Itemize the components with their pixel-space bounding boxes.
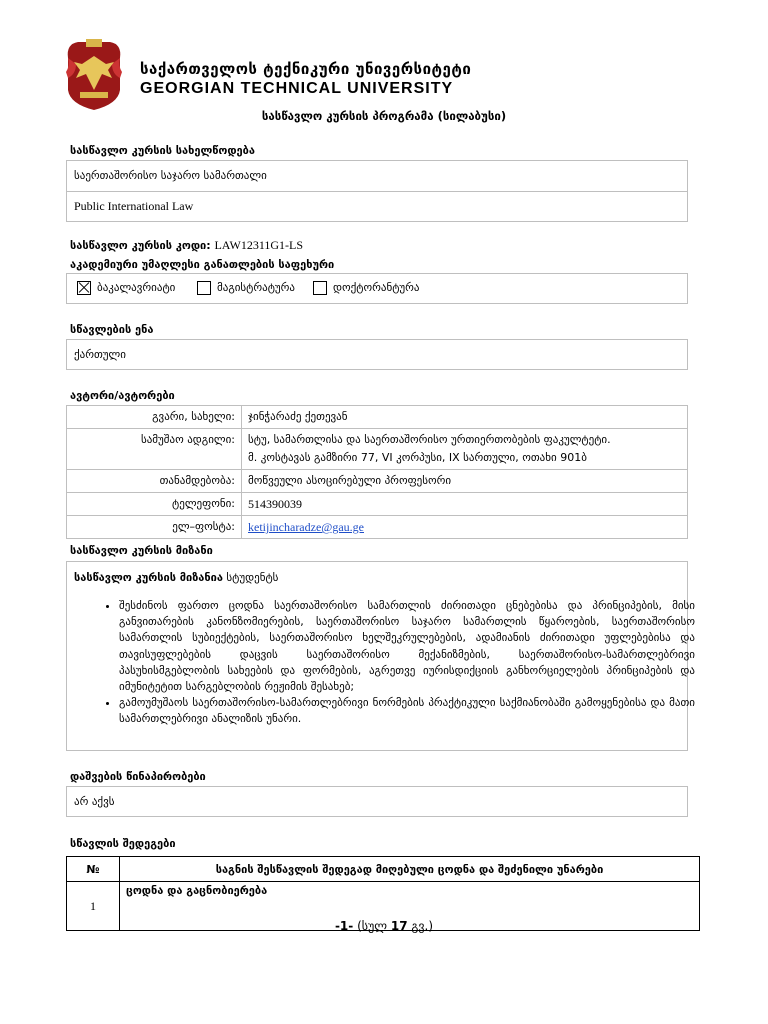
gtu-crest-eagle-icon bbox=[62, 38, 126, 112]
document-title: სასწავლო კურსის პროგრამა (სილაბუსი) bbox=[261, 109, 507, 123]
list-item: • გამოუმუშაოს საერთაშორისო-სამართლებრივი ნორმების პრაქტიკული საქმიანობაში გამოყენებისა და მათი სამართლებრივი ანალიზის უნარი. bbox=[119, 695, 695, 727]
table-header-row bbox=[67, 857, 700, 882]
prerequisites-box bbox=[66, 786, 688, 817]
author-key-name: გვარი, სახელი: bbox=[67, 406, 242, 429]
page-number: -1- bbox=[334, 919, 354, 933]
table-row bbox=[67, 406, 688, 429]
goal-heading: სასწავლო კურსის მიზანი bbox=[70, 544, 213, 557]
course-name-english: Public International Law bbox=[74, 199, 194, 213]
language-value: ქართული bbox=[74, 348, 126, 361]
author-workplace: სტუ, სამართლისა და საერთაშორისო ურთიერთობების ფაკულტეტი. მ. კოსტავას გამზირი 77, VI კორპუსი, IX სართული, ოთახი 901ბ bbox=[242, 429, 688, 470]
level-heading: აკადემიური უმაღლესი განათლების საფეხური bbox=[70, 258, 335, 271]
list-item: • შესძინოს ფართო ცოდნა საერთაშორისო სამართლის ძირითადი ცნებებისა და პრინციპების, მისი განვითარების კანონზომიერების, საერთაშორისო საჯარო სამართლის წყაროების, საერთაშორისო სამართლის სუბიექტების, საერთაშორისო ხელშეკრულებების, ადამიანის ძირითადი უფლებებისა და თავისუფლებების დაცვის საერთაშორისო მექანიზმების, საერთაშორისო-სამართლებრივი პასუხისმგებლობის სახეების და ფორმების, აგრეთვე იურისდიქციის განხორციელების პრინციპების და იმუნიტეტით სარგებლობის რეჟიმის შესახებ; bbox=[119, 598, 695, 695]
author-position: მოწვეული ასოცირებული პროფესორი bbox=[242, 470, 688, 493]
author-key-phone: ტელეფონი: bbox=[67, 493, 242, 516]
course-name-box bbox=[66, 160, 688, 222]
page-footer: -1- (სულ 17 გვ.) bbox=[334, 919, 434, 933]
level-option-doctorate[interactable]: დოქტორანტურა bbox=[313, 281, 420, 295]
author-key-email: ელ–ფოსტა: bbox=[67, 516, 242, 539]
authors-table bbox=[66, 405, 688, 539]
author-key-workplace: სამუშაო ადგილი: bbox=[67, 429, 242, 470]
col-description: საგნის შესწავლის შედეგად მიღებული ცოდნა და შეძენილი უნარები bbox=[120, 857, 700, 882]
author-name: ჯინჭარაძე ქეთევან bbox=[242, 406, 688, 429]
prerequisites-heading: დაშვების წინაპირობები bbox=[70, 770, 206, 783]
course-name-georgian: საერთაშორისო საჯარო სამართალი bbox=[74, 169, 267, 182]
checkbox-checked-icon[interactable] bbox=[77, 281, 91, 295]
divider bbox=[67, 191, 687, 192]
language-heading: სწავლების ენა bbox=[70, 323, 154, 336]
checkbox-icon[interactable] bbox=[197, 281, 211, 295]
author-key-position: თანამდებობა: bbox=[67, 470, 242, 493]
page-total: 17 bbox=[390, 919, 408, 933]
goal-lead: სასწავლო კურსის მიზანია სტუდენტს bbox=[74, 571, 279, 584]
course-code-label: სასწავლო კურსის კოდი: bbox=[70, 239, 215, 252]
goal-box bbox=[66, 561, 695, 751]
goal-list bbox=[101, 598, 695, 728]
level-option-master[interactable]: მაგისტრატურა bbox=[197, 281, 295, 295]
course-name-heading: სასწავლო კურსის სახელწოდება bbox=[70, 144, 255, 157]
table-row bbox=[67, 429, 688, 470]
authors-heading: ავტორი/ავტორები bbox=[70, 389, 175, 402]
language-box bbox=[66, 339, 688, 370]
outcome-text: ცოდნა და გაცნობიერება bbox=[120, 882, 700, 931]
level-box bbox=[66, 273, 688, 304]
author-email-link[interactable]: ketijincharadze@gau.ge bbox=[248, 520, 364, 534]
course-code bbox=[70, 238, 303, 253]
col-number: № bbox=[67, 857, 120, 882]
table-row bbox=[67, 470, 688, 493]
university-name-georgian: საქართველოს ტექნიკური უნივერსიტეტი bbox=[140, 60, 472, 78]
prerequisites-value: არ აქვს bbox=[74, 795, 115, 808]
table-row bbox=[67, 516, 688, 539]
course-code-value: LAW12311G1-LS bbox=[214, 238, 304, 252]
checkbox-icon[interactable] bbox=[313, 281, 327, 295]
outcomes-heading: სწავლის შედეგები bbox=[70, 837, 176, 850]
outcome-number: 1 bbox=[67, 882, 120, 931]
table-row bbox=[67, 493, 688, 516]
university-name-english: GEORGIAN TECHNICAL UNIVERSITY bbox=[140, 80, 454, 97]
level-option-bachelor[interactable]: ბაკალავრიატი bbox=[77, 281, 175, 295]
author-phone: 514390039 bbox=[242, 493, 688, 516]
